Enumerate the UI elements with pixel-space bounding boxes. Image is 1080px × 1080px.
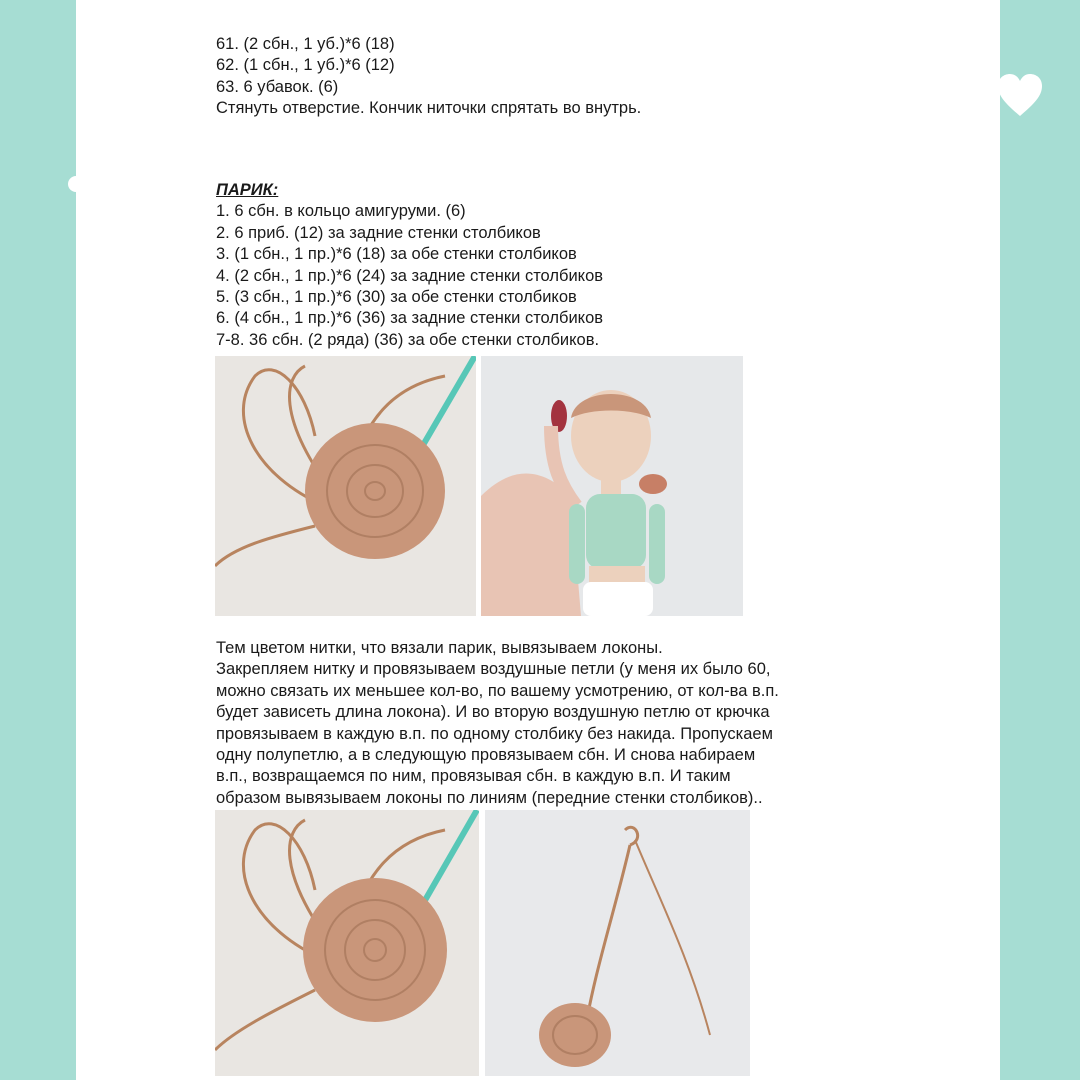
paragraph-line: в.п., возвращаемся по ним, провязывая сбн. в каждую в.п. И таким xyxy=(216,767,731,786)
paragraph-line: Тем цветом нитки, что вязали парик, вывязываем локоны. xyxy=(216,639,663,657)
wig-row: 1. 6 сбн. в кольцо амигуруми. (6) xyxy=(216,202,466,221)
instruction-line: Стянуть отверстие. Кончик ниточки спрятать во внутрь. xyxy=(216,99,642,118)
paragraph-line: будет зависеть длина локона). И во вторую воздушную петлю от крючка xyxy=(216,703,770,722)
wig-row: 7-8. 36 сбн. (2 ряда) (36) за обе стенки столбиков. xyxy=(216,330,600,349)
heart-icon xyxy=(996,72,1044,118)
wig-heading: ПАРИК: xyxy=(216,181,279,199)
paragraph-line: можно связать их меньшее кол-во, по вашему усмотрению, от кол-ва в.п. xyxy=(216,681,779,700)
paragraph-line: Закрепляем нитку и провязываем воздушные петли (у меня их было 60, xyxy=(216,660,771,679)
decorative-dot xyxy=(68,176,84,192)
wig-row: 2. 6 приб. (12) за задние стенки столбиков xyxy=(216,223,541,242)
photo-doll-with-wig xyxy=(481,356,743,616)
paragraph-line: провязываем в каждую в.п. по одному столбику без накида. Пропускаем xyxy=(216,724,773,743)
paragraph-line: образом вывязываем локоны по линиям (передние стенки столбиков).. xyxy=(216,788,763,807)
photo-wig-cap-with-hook-2 xyxy=(215,810,479,1076)
paragraph-line: одну полупетлю, а в следующую провязываем сбн. И снова набираем xyxy=(216,745,756,764)
wig-row: 4. (2 сбн., 1 пр.)*6 (24) за задние стенки столбиков xyxy=(216,266,604,285)
curls-paragraph xyxy=(216,638,779,809)
row-line: 62. (1 сбн., 1 уб.)*6 (12) xyxy=(216,56,395,75)
wig-row: 5. (3 сбн., 1 пр.)*6 (30) за обе стенки столбиков xyxy=(216,287,577,306)
photo-wig-cap-with-hook xyxy=(215,356,476,616)
row-line: 63. 6 убавок. (6) xyxy=(216,77,339,96)
row-line: 61. (2 сбн., 1 уб.)*6 (18) xyxy=(216,35,395,53)
wig-row: 6. (4 сбн., 1 пр.)*6 (36) за задние стенки столбиков xyxy=(216,309,604,328)
rows-end-text xyxy=(216,34,641,120)
photo-wig-with-chain xyxy=(485,810,750,1076)
wig-row: 3. (1 сбн., 1 пр.)*6 (18) за обе стенки столбиков xyxy=(216,245,577,264)
wig-section xyxy=(216,180,603,351)
